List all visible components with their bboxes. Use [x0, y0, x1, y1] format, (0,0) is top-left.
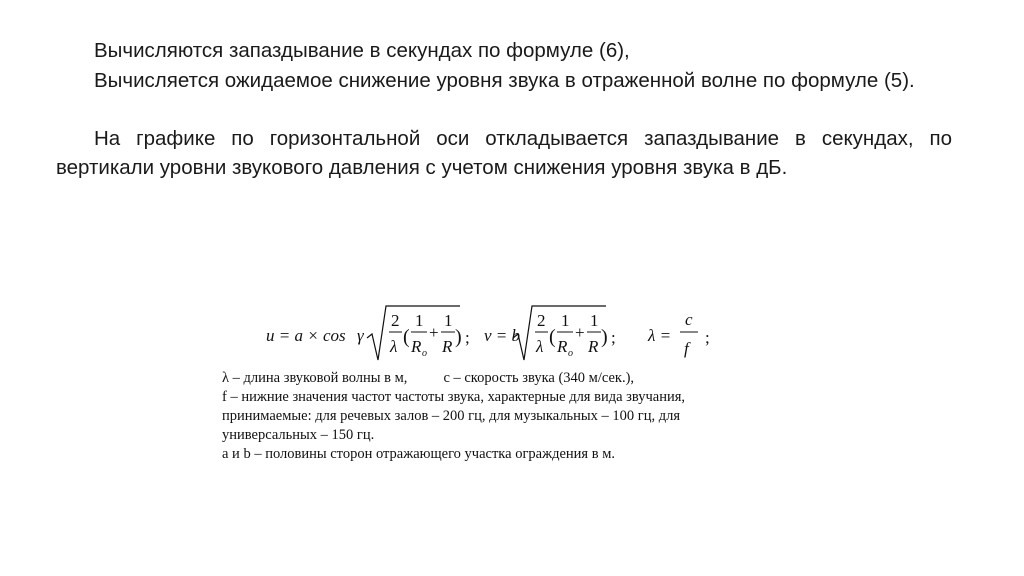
formula-u-two: 2 [391, 311, 400, 330]
formula-u-ro: R [411, 337, 422, 356]
legend-line-3: принимаемые: для речевых залов – 200 гц, для музыкальных – 100 гц, для [222, 408, 681, 424]
formula-v-close: ) [601, 326, 608, 348]
formula-v-plus: + [575, 323, 585, 342]
formula-c: c [685, 310, 693, 329]
formula-u-r: R [442, 337, 453, 356]
legend-line-4: универсальных – 150 гц. [222, 427, 375, 443]
legend-c: c – скорость звука (340 м/сек.), [443, 370, 635, 386]
paragraph-level-reduction: Вычисляется ожидаемое снижение уровня звука в отраженной волне по формуле (5). [94, 69, 915, 92]
formula-v-open: ( [549, 326, 556, 348]
formula-v-lhs: v = b [484, 326, 521, 345]
formula-v-semicolon: ; [611, 328, 616, 347]
paragraph-graph-description: На графике по горизонтальной оси откладывается запаздывание в секундах, по вертикали уровни звукового давления с учетом снижения уровня звука в дБ. [56, 127, 952, 179]
formula-lambda-semicolon: ; [705, 328, 710, 347]
formula-f: f [684, 339, 689, 358]
legend-line-1 [222, 369, 782, 388]
formula-v-two: 2 [537, 311, 546, 330]
formula-u-open: ( [403, 326, 410, 348]
formula-u-ro-sub: o [422, 348, 427, 359]
formula-u-lhs: u = a × cos [266, 326, 346, 345]
legend-line-5: a и b – половины сторон отражающего участка ограждения в м. [222, 446, 615, 462]
paragraph-delay: Вычисляются запаздывание в секундах по формуле (6), [94, 39, 630, 62]
formula-block [262, 300, 722, 370]
formula-gamma: γ [357, 326, 364, 345]
formula-u-close: ) [455, 326, 462, 348]
formula-v-one-b: 1 [590, 311, 599, 330]
formula-u-semicolon: ; [465, 328, 470, 347]
formula-lambda-lhs: λ = [648, 326, 672, 345]
formula-v-lambda: λ [536, 337, 544, 356]
formula-v-one-a: 1 [561, 311, 570, 330]
formula-v-r: R [588, 337, 599, 356]
formula-u-one-b: 1 [444, 311, 453, 330]
formula-u-lambda: λ [390, 337, 398, 356]
formula-legend [222, 369, 782, 464]
formula-v-ro-sub: o [568, 348, 573, 359]
legend-line-2: f – нижние значения частот частоты звука, характерные для вида звучания, [222, 389, 686, 405]
formula-u-plus: + [429, 323, 439, 342]
formula-v-ro: R [557, 337, 568, 356]
formula-u-one-a: 1 [415, 311, 424, 330]
legend-lambda: λ – длина звуковой волны в м, [222, 370, 408, 386]
formula-svg [262, 300, 722, 370]
